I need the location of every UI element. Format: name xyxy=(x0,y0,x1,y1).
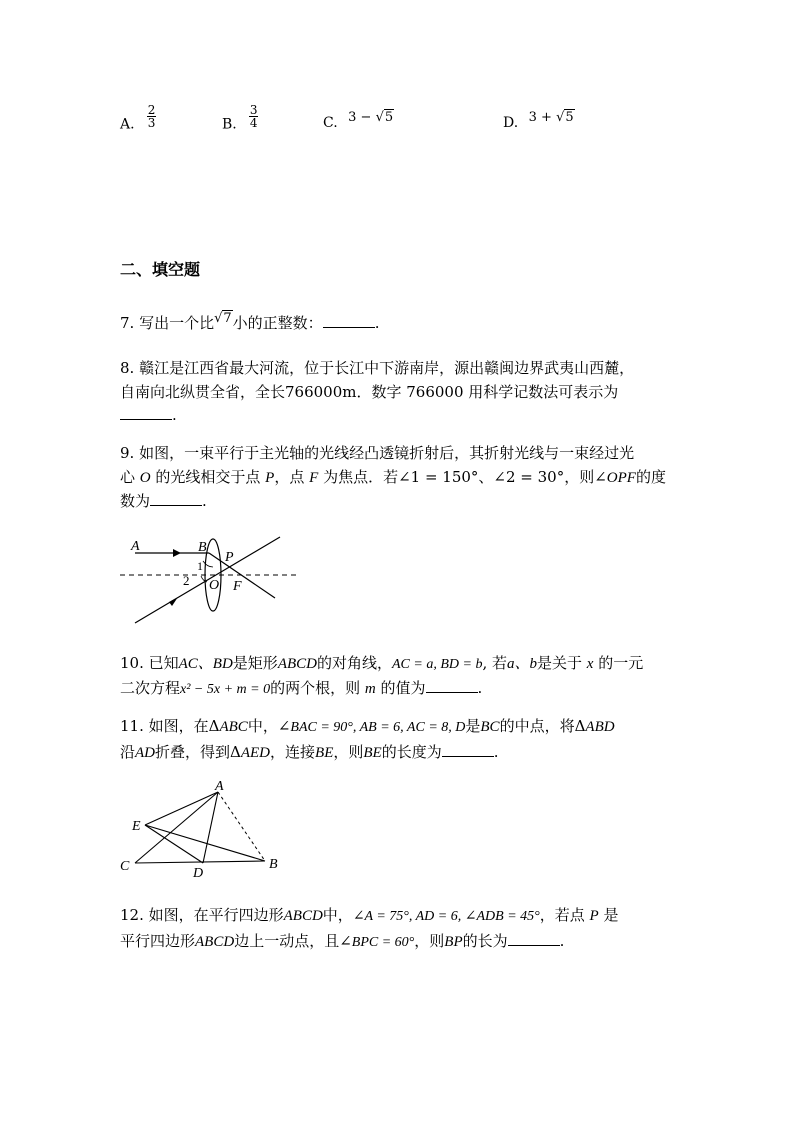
question-9-line3: 数为 . xyxy=(120,492,207,510)
fraction: $\frac{2}{3}$ xyxy=(147,103,156,130)
lens-diagram xyxy=(115,535,315,630)
answer-blank[interactable] xyxy=(426,678,478,693)
section-title: 二、填空题 xyxy=(120,260,201,279)
label-d: D xyxy=(193,866,204,880)
answer-blank[interactable] xyxy=(442,742,494,757)
fraction: $\frac{3}{4}$ xyxy=(249,103,258,130)
label-o: O xyxy=(209,578,220,593)
question-9-line2: 心 O 的光线相交于点 P，点 F 为焦点．若∠1 = 150°、∠2 = 30°，则∠OPF的度 xyxy=(120,468,666,486)
label-f: F xyxy=(233,579,242,594)
question-8-line1: 8. 赣江是江西省最大河流，位于长江中下游南岸，源出赣闽边界武夷山西麓， xyxy=(120,359,635,377)
label-1: 1 xyxy=(197,559,203,573)
answer-blank[interactable] xyxy=(120,405,172,420)
question-12-line1: 12. 如图，在平行四边形ABCD中，∠A = 75°, AD = 6, ∠ADB = 45°，若点 P 是 xyxy=(120,906,619,924)
option-a: A. $\frac{2}{3}$ xyxy=(120,103,156,133)
question-9-line1: 9. 如图，一束平行于主光轴的光线经凸透镜折射后，其折射光线与一束经过光 xyxy=(120,444,635,462)
question-7: 7. 写出一个比√7小的正整数： . xyxy=(120,311,380,332)
answer-blank[interactable] xyxy=(150,491,202,506)
triangle-fold-diagram xyxy=(115,780,295,880)
option-b: B. $\frac{3}{4}$ xyxy=(222,103,258,133)
angle-1-arc xyxy=(203,561,213,567)
question-12-line2: 平行四边形ABCD边上一动点，且∠BPC = 60°，则BP的长为 . xyxy=(120,932,565,950)
segment-ea xyxy=(145,792,218,825)
label-2: 2 xyxy=(183,573,190,588)
label-e: E xyxy=(132,819,141,834)
label-p: P xyxy=(225,550,234,565)
label-a: A xyxy=(215,780,224,794)
label-b: B xyxy=(198,540,207,555)
segment-ab-dashed xyxy=(218,792,265,861)
question-11-line1: 11. 如图，在ΔABC中，∠BAC = 90°, AB = 6, AC = 8, D是BC的中点，将ΔABD xyxy=(120,717,615,735)
option-c: C. 3 − √5 xyxy=(323,110,394,131)
arrow-head xyxy=(173,549,181,557)
option-d: D. 3 + √5 xyxy=(503,110,574,131)
label-c: C xyxy=(120,859,130,874)
answer-blank[interactable] xyxy=(508,931,560,946)
answer-blank[interactable] xyxy=(323,313,375,328)
label-a: A xyxy=(131,539,140,554)
question-8-line2: 自南向北纵贯全省，全长766000m．数字 766000 用科学记数法可表示为 xyxy=(120,383,619,401)
segment-ed xyxy=(145,825,203,863)
label-b: B xyxy=(269,857,278,872)
question-10-line2: 二次方程x² − 5x + m = 0的两个根，则 m 的值为 . xyxy=(120,679,483,697)
arrow-head xyxy=(169,597,178,606)
radical-expression: 3 − √5 xyxy=(348,110,394,125)
question-11-line2: 沿AD折叠，得到ΔAED，连接BE，则BE的长度为 . xyxy=(120,743,499,761)
question-8-line3: . xyxy=(120,404,177,426)
radical-expression: 3 + √5 xyxy=(528,110,574,125)
sqrt-7: √7 xyxy=(214,311,232,326)
question-10-line1: 10. 已知AC、BD是矩形ABCD的对角线，AC = a, BD = b, 若a、b是关于 x 的一元 xyxy=(120,654,644,672)
